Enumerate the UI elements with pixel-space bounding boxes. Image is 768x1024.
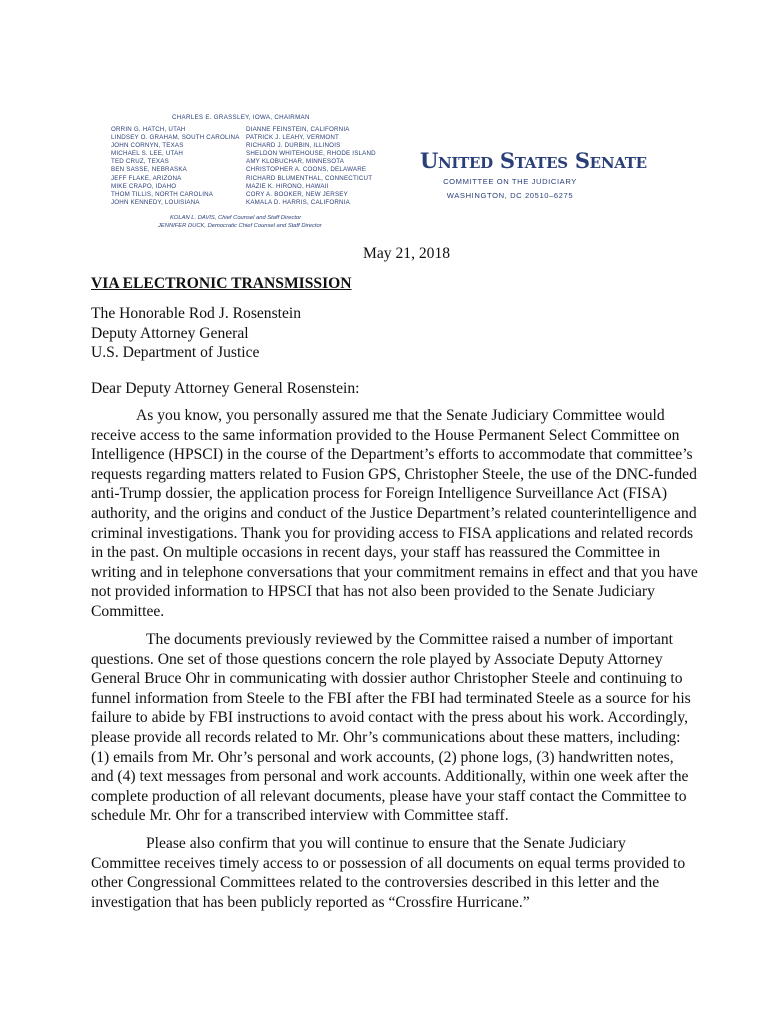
member-name: CHRISTOPHER A. COONS, DELAWARE: [246, 166, 367, 174]
paragraph-line: questions. One set of those questions concern the role played by Associate Deputy Attorney: [91, 650, 663, 668]
committee-address: WASHINGTON, DC 20510–6275: [446, 191, 574, 200]
member-name: MIKE CRAPO, IDAHO: [111, 182, 177, 190]
transmission-heading: VIA ELECTRONIC TRANSMISSION: [91, 275, 352, 292]
member-name: MICHAEL S. LEE, UTAH: [111, 150, 184, 158]
member-name: AMY KLOBUCHAR, MINNESOTA: [246, 158, 345, 166]
recipient-line: U.S. Department of Justice: [91, 344, 260, 361]
senate-title: United States Senate: [420, 148, 647, 173]
paragraph-line: (1) emails from Mr. Ohr’s personal and work accounts, (2) phone logs, (3) handwritten notes,: [91, 748, 674, 766]
paragraph-line: As you know, you personally assured me that the Senate Judiciary Committee would: [136, 407, 665, 424]
paragraph-line: please provide all records related to Mr. Ohr’s communications about these matters, including:: [91, 728, 681, 746]
paragraph-line: and (4) text messages from personal and work accounts. Additionally, within one week after the: [91, 768, 689, 786]
member-name: LINDSEY O. GRAHAM, SOUTH CAROLINA: [111, 134, 240, 142]
majority-members-list: [111, 126, 240, 207]
staff-directors: [158, 215, 322, 230]
paragraph-line: authority, and the origins and conduct of the Justice Department’s related counterintelligence and: [91, 504, 697, 522]
member-name: JOHN KENNEDY, LOUISIANA: [111, 198, 200, 206]
letterhead: [0, 110, 768, 235]
paragraph-line: Please also confirm that you will continue to ensure that the Senate Judiciary: [146, 835, 626, 852]
paragraph-line: other Congressional Committees related to the controversies described in this letter and the: [91, 874, 660, 892]
member-name: ORRIN G. HATCH, UTAH: [111, 126, 186, 133]
member-name: DIANNE FEINSTEIN, CALIFORNIA: [246, 126, 350, 133]
member-name: BEN SASSE, NEBRASKA: [111, 166, 188, 174]
salutation: Dear Deputy Attorney General Rosenstein:: [91, 380, 360, 397]
paragraph-line: not provided information to HPSCI that has not also been provided to the Senate Judiciary: [91, 583, 655, 601]
recipient-line: Deputy Attorney General: [91, 324, 249, 342]
paragraph-3: [91, 834, 688, 912]
minority-members-list: [246, 126, 376, 207]
member-name: KAMALA D. HARRIS, CALIFORNIA: [246, 198, 350, 206]
letter-date: May 21, 2018: [363, 245, 451, 262]
member-name: SHELDON WHITEHOUSE, RHODE ISLAND: [246, 150, 376, 158]
paragraph-line: funnel information from Steele to the FBI after the FBI had terminated Steele as a source for his: [91, 689, 691, 707]
paragraph-line: The documents previously reviewed by the Committee raised a number of important: [146, 631, 674, 648]
paragraph-1: [91, 406, 698, 622]
paragraph-line: failure to abide by FBI instructions to avoid contact with the press about his work. Accordingly,: [91, 709, 689, 727]
staff-director: KOLAN L. DAVIS, Chief Counsel and Staff Director: [170, 215, 302, 221]
member-name: JEFF FLAKE, ARIZONA: [111, 174, 182, 182]
paragraph-line: in the past. On multiple occasions in recent days, your staff has reassured the Committee in: [91, 544, 661, 562]
member-name: RICHARD J. DURBIN, ILLINOIS: [246, 142, 341, 150]
member-name: MAZIE K. HIRONO, HAWAII: [246, 182, 329, 190]
committee-name: COMMITTEE ON THE JUDICIARY: [443, 177, 577, 186]
paragraph-line: schedule Mr. Ohr for a transcribed interview with Committee staff.: [91, 807, 509, 825]
paragraph-line: anti-Trump dossier, the application process for Foreign Intelligence Surveillance Act (FISA): [91, 485, 668, 503]
member-name: JOHN CORNYN, TEXAS: [111, 142, 184, 150]
senate-seal-block: [420, 148, 647, 200]
recipient-line: The Honorable Rod J. Rosenstein: [91, 305, 302, 322]
member-name: RICHARD BLUMENTHAL, CONNECTICUT: [246, 174, 373, 182]
paragraph-line: complete production of all relevant documents, please have your staff contact the Committee to: [91, 787, 687, 805]
recipient-address: [91, 304, 301, 363]
paragraph-line: criminal investigations. Thank you for providing access to FISA applications and related records: [91, 524, 694, 542]
paragraph-2: [91, 630, 691, 826]
member-name: TED CRUZ, TEXAS: [111, 158, 169, 166]
paragraph-line: Committee.: [91, 602, 165, 620]
paragraph-line: requests regarding matters related to Fusion GPS, Christopher Steele, the use of the DNC-funded: [91, 465, 697, 483]
chairman-line: CHARLES E. GRASSLEY, IOWA, CHAIRMAN: [172, 114, 310, 121]
paragraph-line: writing and in telephone conversations that your commitment remains in effect and that you have: [91, 563, 698, 581]
democratic-staff-director: JENNIFER DUCK, Democratic Chief Counsel and Staff Director: [158, 222, 322, 229]
paragraph-line: Committee receives timely access to or possession of all documents on equal terms provided to: [91, 854, 686, 872]
paragraph-line: Intelligence (HPSCI) in the course of the Department’s efforts to accommodate that committee’s: [91, 446, 693, 464]
paragraph-line: receive access to the same information provided to the House Permanent Select Committee on: [91, 426, 680, 444]
member-name: CORY A. BOOKER, NEW JERSEY: [246, 190, 348, 198]
paragraph-line: investigation that has been publicly reported as “Crossfire Hurricane.”: [91, 893, 530, 911]
member-name: THOM TILLIS, NORTH CAROLINA: [111, 190, 214, 198]
paragraph-line: General Bruce Ohr in communicating with dossier author Christopher Steele and continuing to: [91, 670, 683, 688]
member-name: PATRICK J. LEAHY, VERMONT: [246, 134, 340, 142]
